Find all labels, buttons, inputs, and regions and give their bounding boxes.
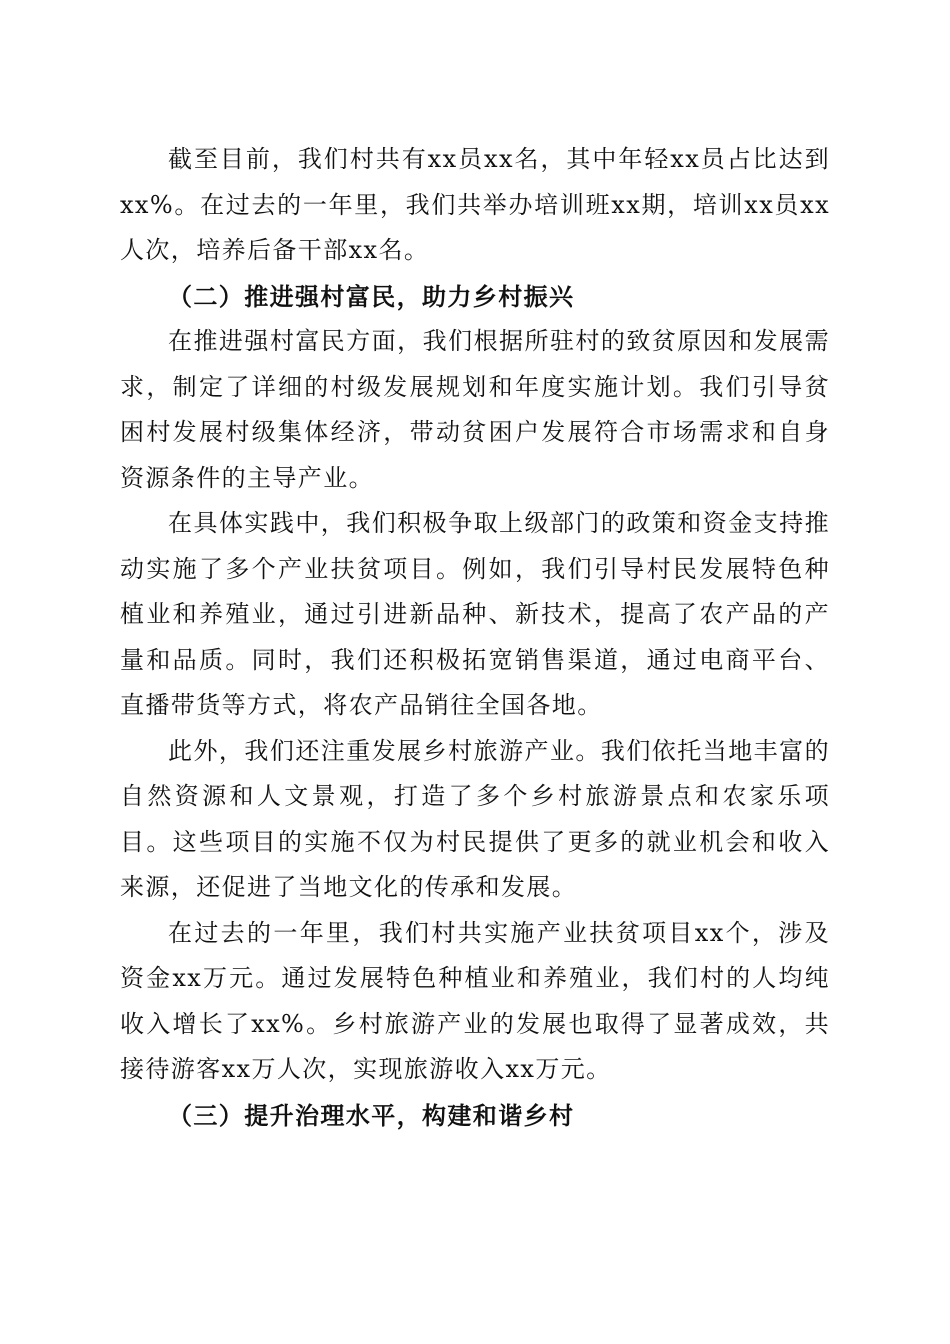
document-body <box>120 137 830 1138</box>
paragraph-industry-projects: 在具体实践中，我们积极争取上级部门的政策和资金支持推动实施了多个产业扶贫项目。例如，我们引导村民发展特色种植业和养殖业，通过引进新品种、新技术，提高了农产品的产量和品质。同时，我们还积极拓宽销售渠道，通过电商平台、直播带货等方式，将农产品销往全国各地。 <box>120 509 830 719</box>
section-heading-2: （二）推进强村富民，助力乡村振兴 <box>168 281 575 311</box>
paragraph-party-members-training: 截至目前，我们村共有xx员xx名，其中年轻xx员占比达到xx%。在过去的一年里，我们共举办培训班xx期，培训xx员xx人次，培养后备干部xx名。 <box>120 145 830 264</box>
paragraph-annual-results: 在过去的一年里，我们村共实施产业扶贫项目xx个，涉及资金xx万元。通过发展特色种植业和养殖业，我们村的人均纯收入增长了xx%。乡村旅游产业的发展也取得了显著成效，共接待游客xx万人次，实现旅游收入xx万元。 <box>120 918 830 1083</box>
section-heading-3: （三）提升治理水平，构建和谐乡村 <box>168 1100 575 1130</box>
paragraph-strong-village-planning: 在推进强村富民方面，我们根据所驻村的致贫原因和发展需求，制定了详细的村级发展规划和年度实施计划。我们引导贫困村发展村级集体经济，带动贫困户发展符合市场需求和自身资源条件的主导产业。 <box>120 327 830 492</box>
paragraph-rural-tourism: 此外，我们还注重发展乡村旅游产业。我们依托当地丰富的自然资源和人文景观，打造了多个乡村旅游景点和农家乐项目。这些项目的实施不仅为村民提供了更多的就业机会和收入来源，还促进了当地文化的传承和发展。 <box>120 736 830 901</box>
